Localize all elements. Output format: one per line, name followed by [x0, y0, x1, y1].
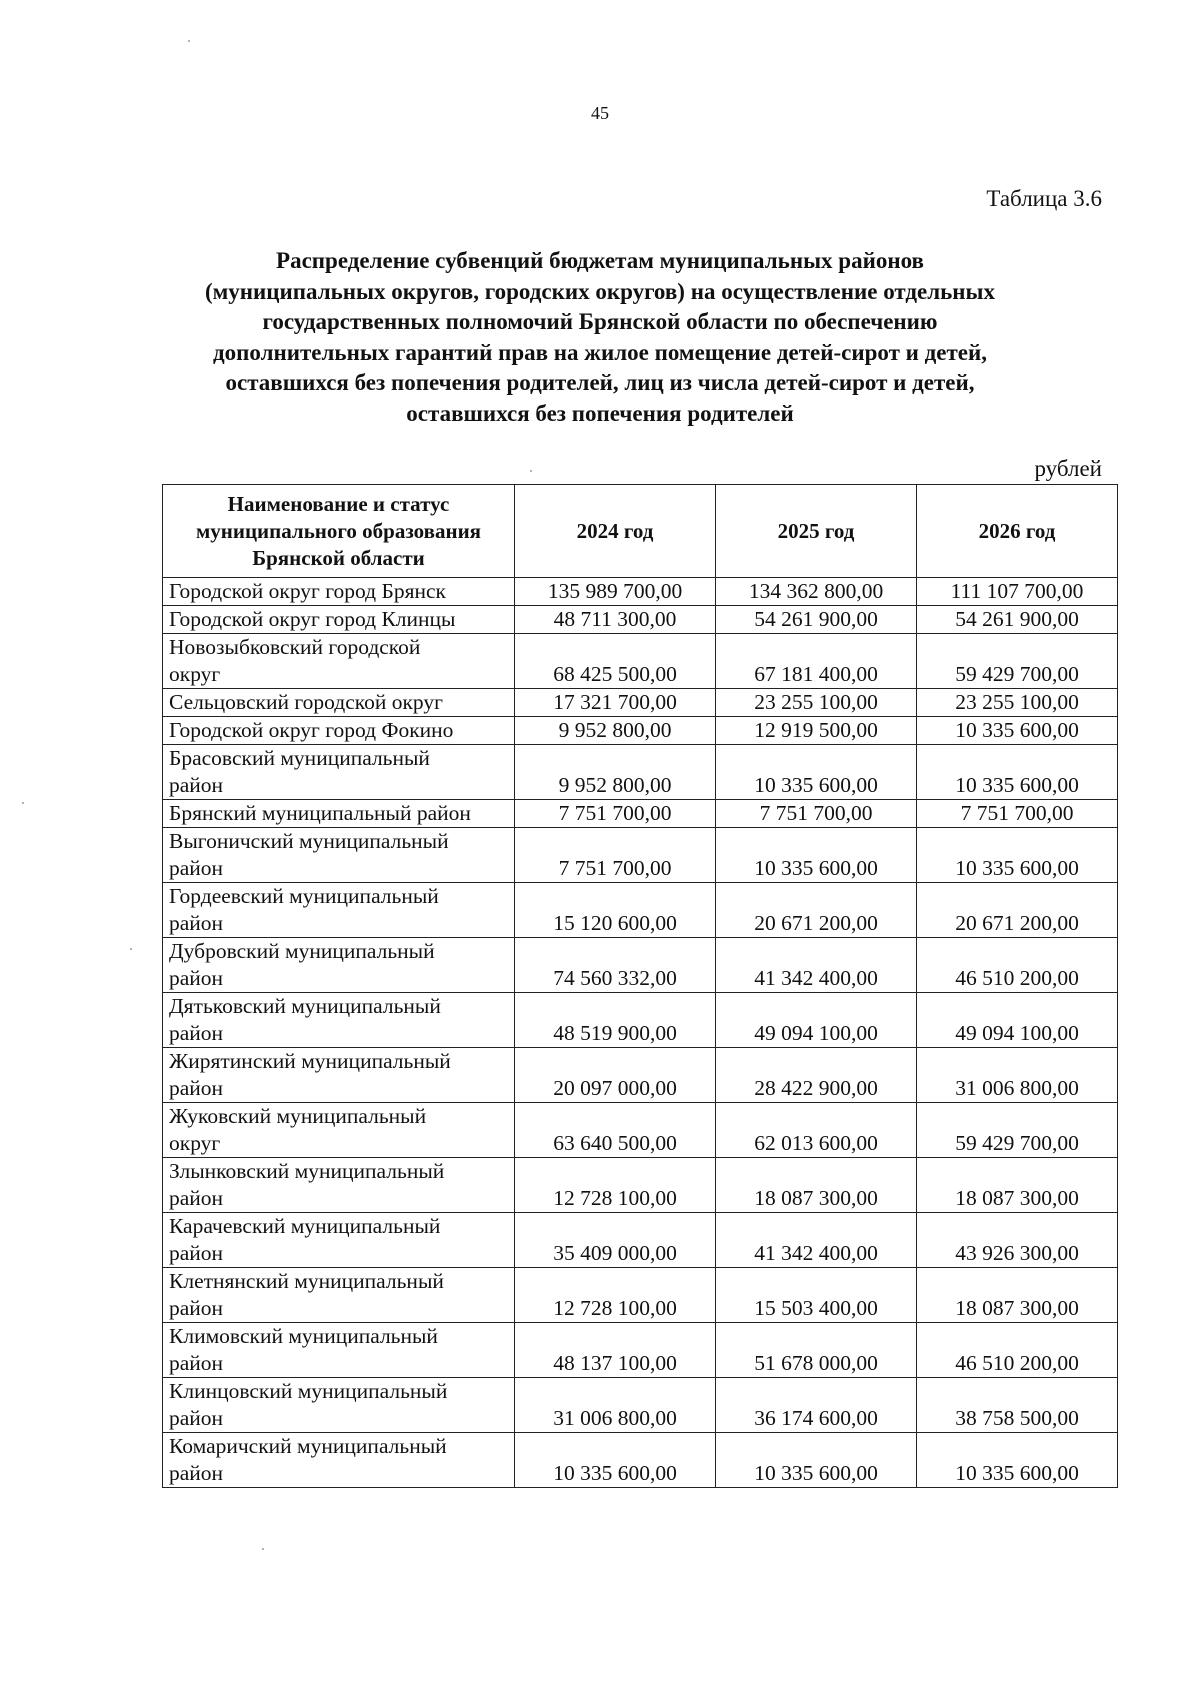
amount-cell-2026: 23 255 100,00 [917, 689, 1118, 717]
table-row [163, 1213, 1118, 1268]
municipality-name-line: Жирятинский муниципальный [169, 1049, 451, 1073]
municipality-name-cell [163, 606, 515, 634]
table-row [163, 993, 1118, 1048]
document-title [130, 246, 1070, 429]
amount-cell-2026: 38 758 500,00 [917, 1378, 1118, 1433]
municipality-name-line: Городской округ город Клинцы [169, 607, 456, 631]
amount-cell-2024: 48 711 300,00 [515, 606, 716, 634]
amount-cell-2025: 15 503 400,00 [716, 1268, 917, 1323]
amount-cell-2026: 46 510 200,00 [917, 1323, 1118, 1378]
table-row [163, 745, 1118, 800]
municipality-name-line: Жуковский муниципальный [169, 1104, 427, 1128]
amount-cell-2024: 31 006 800,00 [515, 1378, 716, 1433]
scan-speck [188, 40, 190, 42]
municipality-name-cell [163, 1103, 515, 1158]
table-row [163, 1048, 1118, 1103]
municipality-name-cell [163, 1158, 515, 1213]
table-row [163, 606, 1118, 634]
subventions-table [162, 484, 1118, 1488]
title-line: государственных полномочий Брянской области по обеспечению [262, 309, 938, 334]
amount-cell-2026: 20 671 200,00 [917, 883, 1118, 938]
municipality-name-line: Злынковский муниципальный [169, 1159, 445, 1183]
municipality-name-cell [163, 1378, 515, 1433]
municipality-name-line: Сельцовский городской округ [169, 690, 443, 714]
amount-cell-2026: 46 510 200,00 [917, 938, 1118, 993]
header-line: Наименование и статус [227, 491, 450, 516]
municipality-name-line: Брянский муниципальный район [169, 801, 471, 825]
title-line: дополнительных гарантий прав на жилое помещение детей-сирот и детей, [213, 339, 987, 365]
amount-cell-2025: 20 671 200,00 [716, 883, 917, 938]
amount-cell-2024: 12 728 100,00 [515, 1158, 716, 1213]
municipality-name-line: Новозыбковский городской [169, 635, 421, 659]
amount-cell-2024: 20 097 000,00 [515, 1048, 716, 1103]
table-row [163, 578, 1118, 606]
table-label: Таблица 3.6 [986, 186, 1102, 211]
amount-cell-2025: 41 342 400,00 [716, 1213, 917, 1268]
amount-cell-2025: 51 678 000,00 [716, 1323, 917, 1378]
municipality-name-cell [163, 689, 515, 717]
amount-cell-2025: 10 335 600,00 [716, 745, 917, 800]
municipality-name-cell [163, 1433, 515, 1488]
amount-cell-2024: 48 137 100,00 [515, 1323, 716, 1378]
municipality-name-line: район [169, 856, 224, 880]
amount-cell-2026: 10 335 600,00 [917, 1433, 1118, 1488]
municipality-name-cell [163, 634, 515, 689]
table-row [163, 1378, 1118, 1433]
municipality-name-line: Комаричский муниципальный [169, 1434, 447, 1458]
amount-cell-2026: 59 429 700,00 [917, 1103, 1118, 1158]
title-line: (муниципальных округов, городских округов) на осуществление отдельных [204, 278, 996, 304]
scan-speck [22, 802, 24, 804]
municipality-name-line: район [169, 1351, 224, 1375]
amount-cell-2025: 18 087 300,00 [716, 1158, 917, 1213]
amount-cell-2026: 10 335 600,00 [917, 828, 1118, 883]
amount-cell-2024: 7 751 700,00 [515, 828, 716, 883]
header-2026: 2026 год [917, 485, 1118, 578]
amount-cell-2025: 54 261 900,00 [716, 606, 917, 634]
municipality-name-cell [163, 883, 515, 938]
amount-cell-2026: 18 087 300,00 [917, 1268, 1118, 1323]
municipality-name-cell [163, 1048, 515, 1103]
header-municipality [163, 485, 515, 578]
amount-cell-2024: 9 952 800,00 [515, 745, 716, 800]
table-body [163, 578, 1118, 1488]
amount-cell-2024: 15 120 600,00 [515, 883, 716, 938]
municipality-name-line: район [169, 1241, 224, 1265]
amount-cell-2025: 10 335 600,00 [716, 1433, 917, 1488]
municipality-name-line: Климовский муниципальный [169, 1324, 438, 1348]
amount-cell-2025: 12 919 500,00 [716, 717, 917, 745]
amount-cell-2025: 28 422 900,00 [716, 1048, 917, 1103]
municipality-name-line: Брасовский муниципальный [169, 746, 430, 770]
municipality-name-line: район [169, 966, 224, 990]
municipality-name-cell [163, 717, 515, 745]
table-row [163, 800, 1118, 828]
municipality-name-cell [163, 938, 515, 993]
amount-cell-2024: 12 728 100,00 [515, 1268, 716, 1323]
amount-cell-2025: 67 181 400,00 [716, 634, 917, 689]
amount-cell-2024: 74 560 332,00 [515, 938, 716, 993]
amount-cell-2026: 7 751 700,00 [917, 800, 1118, 828]
municipality-name-cell [163, 993, 515, 1048]
title-line: Распределение субвенций бюджетам муниципальных районов [276, 248, 924, 273]
municipality-name-line: округ [169, 1131, 221, 1155]
municipality-name-line: Городской округ город Фокино [169, 718, 454, 742]
amount-cell-2026: 18 087 300,00 [917, 1158, 1118, 1213]
header-2024: 2024 год [515, 485, 716, 578]
amount-cell-2025: 7 751 700,00 [716, 800, 917, 828]
amount-cell-2024: 63 640 500,00 [515, 1103, 716, 1158]
amount-cell-2025: 49 094 100,00 [716, 993, 917, 1048]
amount-cell-2026: 59 429 700,00 [917, 634, 1118, 689]
municipality-name-line: район [169, 1076, 224, 1100]
table-row [163, 1103, 1118, 1158]
municipality-name-line: район [169, 1461, 224, 1485]
scan-speck [262, 1548, 264, 1550]
scan-speck [530, 470, 532, 472]
table-row [163, 883, 1118, 938]
municipality-name-cell [163, 1268, 515, 1323]
amount-cell-2026: 31 006 800,00 [917, 1048, 1118, 1103]
header-2025: 2025 год [716, 485, 917, 578]
municipality-name-cell [163, 800, 515, 828]
amount-cell-2024: 35 409 000,00 [515, 1213, 716, 1268]
municipality-name-cell [163, 1323, 515, 1378]
amount-cell-2024: 7 751 700,00 [515, 800, 716, 828]
header-line: Брянской области [252, 545, 425, 570]
municipality-name-line: Дятьковский муниципальный [169, 994, 441, 1018]
amount-cell-2024: 9 952 800,00 [515, 717, 716, 745]
municipality-name-line: Дубровский муниципальный [169, 939, 435, 963]
amount-cell-2025: 36 174 600,00 [716, 1378, 917, 1433]
municipality-name-line: район [169, 1296, 224, 1320]
municipality-name-line: округ [169, 662, 221, 686]
amount-cell-2024: 68 425 500,00 [515, 634, 716, 689]
table-row [163, 1158, 1118, 1213]
municipality-name-line: Городской округ город Брянск [169, 579, 446, 603]
title-line: оставшихся без попечения родителей [406, 400, 794, 426]
amount-cell-2026: 49 094 100,00 [917, 993, 1118, 1048]
municipality-name-line: район [169, 1021, 224, 1045]
table-row [163, 1268, 1118, 1323]
amount-cell-2025: 62 013 600,00 [716, 1103, 917, 1158]
scan-speck [130, 948, 132, 950]
municipality-name-line: Клинцовский муниципальный [169, 1379, 448, 1403]
table-row [163, 1433, 1118, 1488]
table-row [163, 1323, 1118, 1378]
table-row [163, 828, 1118, 883]
amount-cell-2026: 10 335 600,00 [917, 745, 1118, 800]
title-line: оставшихся без попечения родителей, лиц из числа детей-сирот и детей, [225, 370, 975, 395]
table-row [163, 634, 1118, 689]
municipality-name-line: район [169, 773, 224, 797]
municipality-name-cell [163, 1213, 515, 1268]
page-number: 45 [591, 103, 609, 123]
municipality-name-line: Гордеевский муниципальный [169, 884, 439, 908]
municipality-name-line: Клетнянский муниципальный [169, 1269, 444, 1293]
table-header-row [163, 485, 1118, 578]
amount-cell-2026: 111 107 700,00 [917, 578, 1118, 606]
municipality-name-line: район [169, 1186, 224, 1210]
table-row [163, 689, 1118, 717]
units-label: рублей [1034, 456, 1102, 481]
municipality-name-line: район [169, 911, 224, 935]
table-row [163, 717, 1118, 745]
amount-cell-2025: 41 342 400,00 [716, 938, 917, 993]
amount-cell-2025: 10 335 600,00 [716, 828, 917, 883]
municipality-name-line: район [169, 1406, 224, 1430]
amount-cell-2026: 54 261 900,00 [917, 606, 1118, 634]
municipality-name-line: Выгоничский муниципальный [169, 829, 449, 853]
amount-cell-2024: 10 335 600,00 [515, 1433, 716, 1488]
amount-cell-2024: 17 321 700,00 [515, 689, 716, 717]
amount-cell-2026: 43 926 300,00 [917, 1213, 1118, 1268]
amount-cell-2025: 134 362 800,00 [716, 578, 917, 606]
municipality-name-cell [163, 745, 515, 800]
header-line: муниципального образования [195, 518, 482, 543]
amount-cell-2024: 135 989 700,00 [515, 578, 716, 606]
municipality-name-cell [163, 828, 515, 883]
table-row [163, 938, 1118, 993]
amount-cell-2024: 48 519 900,00 [515, 993, 716, 1048]
amount-cell-2025: 23 255 100,00 [716, 689, 917, 717]
amount-cell-2026: 10 335 600,00 [917, 717, 1118, 745]
municipality-name-cell [163, 578, 515, 606]
municipality-name-line: Карачевский муниципальный [169, 1214, 441, 1238]
